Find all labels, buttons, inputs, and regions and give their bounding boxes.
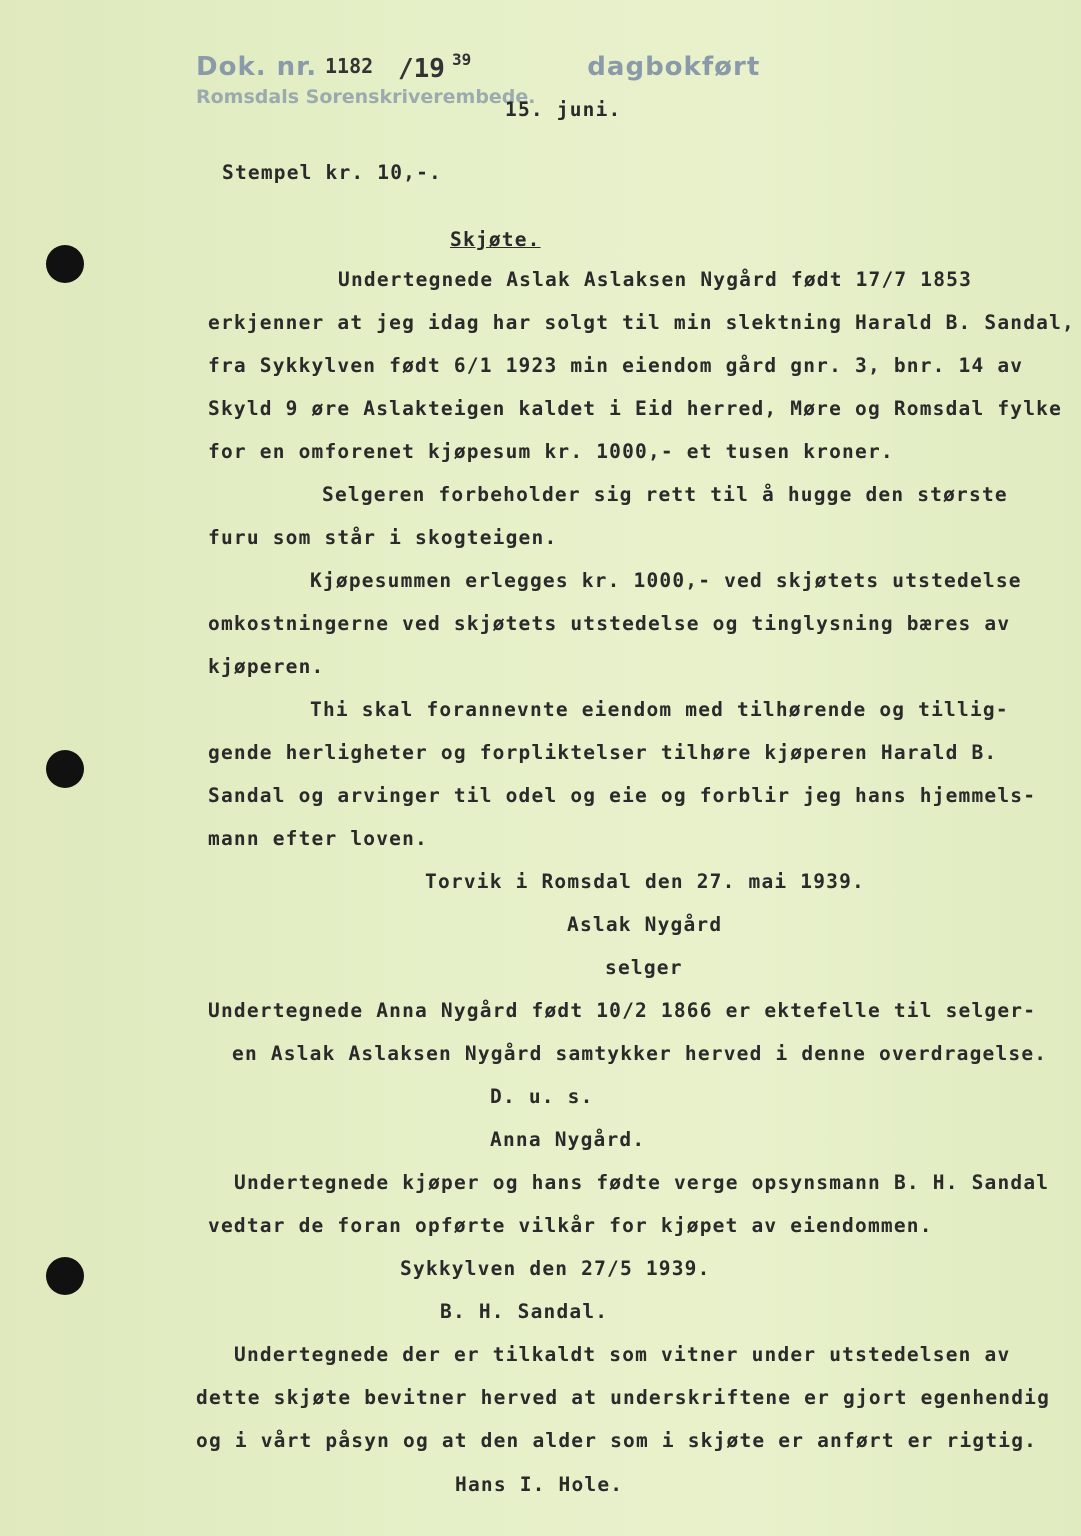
text-line: mann efter loven. xyxy=(208,827,428,850)
doc-number: 1182 xyxy=(325,54,374,78)
text-line: gende herligheter og forpliktelser tilhøre kjøperen Harald B. xyxy=(208,741,998,764)
signature-witness: Hans I. Hole. xyxy=(455,1473,624,1496)
signature-spouse: Anna Nygård. xyxy=(490,1128,646,1151)
text-line: furu som står i skogteigen. xyxy=(208,526,558,549)
year-slash: /19 xyxy=(398,54,445,84)
text-line: dette skjøte bevitner herved at underskriftene er gjort egenhendig xyxy=(196,1386,1051,1409)
text-line: og i vårt påsyn og at den alder som i skjøte er anført er rigtig. xyxy=(196,1429,1038,1452)
punch-hole-top xyxy=(46,245,84,283)
place-date: Torvik i Romsdal den 27. mai 1939. xyxy=(425,870,865,893)
text-line: erkjenner at jeg idag har solgt til min slektning Harald B. Sandal, xyxy=(208,311,1075,334)
text-line: Undertegnede kjøper og hans fødte verge opsynsmann B. H. Sandal xyxy=(234,1171,1050,1194)
stamp-suffix: dagbokført xyxy=(587,52,761,82)
text-line: en Aslak Aslaksen Nygård samtykker herved i denne overdragelse. xyxy=(232,1042,1048,1065)
text-line: fra Sykkylven født 6/1 1923 min eiendom gård gnr. 3, bnr. 14 av xyxy=(208,354,1024,377)
text-line: Undertegnede Aslak Aslaksen Nygård født 17/7 1853 xyxy=(338,268,973,291)
registry-stamp xyxy=(196,52,760,108)
text-line: Sandal og arvinger til odel og eie og forblir jeg hans hjemmels- xyxy=(208,784,1037,807)
signature-guardian: B. H. Sandal. xyxy=(440,1300,609,1323)
text-line: Kjøpesummen erlegges kr. 1000,- ved skjøtets utstedelse xyxy=(310,569,1022,592)
year-suffix: 39 xyxy=(452,50,472,69)
text-line: Skyld 9 øre Aslakteigen kaldet i Eid herred, Møre og Romsdal fylke xyxy=(208,397,1063,420)
place-date-buyer: Sykkylven den 27/5 1939. xyxy=(400,1257,711,1280)
stamp-duty: Stempel kr. 10,-. xyxy=(222,161,442,184)
punch-hole-middle xyxy=(46,750,84,788)
text-line: Thi skal forannevnte eiendom med tilhørende og tillig- xyxy=(310,698,1009,721)
text-line: Undertegnede der er tilkaldt som vitner under utstedelsen av xyxy=(234,1343,1011,1366)
document-title: Skjøte. xyxy=(450,228,541,251)
text-line: kjøperen. xyxy=(208,655,325,678)
text-line: Selgeren forbeholder sig rett til å hugge den største xyxy=(322,483,1008,506)
text-line: Undertegnede Anna Nygård født 10/2 1866 er ektefelle til selger- xyxy=(208,999,1037,1022)
signature-role: selger xyxy=(605,956,683,979)
text-line: D. u. s. xyxy=(490,1085,594,1108)
date-header: 15. juni. xyxy=(505,98,622,121)
signature-seller: Aslak Nygård xyxy=(567,913,723,936)
text-line: vedtar de foran opførte vilkår for kjøpet av eiendommen. xyxy=(208,1214,933,1237)
punch-hole-bottom xyxy=(46,1257,84,1295)
stamp-prefix: Dok. nr. xyxy=(196,52,318,82)
stamp-office: Romsdals Sorenskriverembede. xyxy=(196,86,536,108)
text-line: for en omforenet kjøpesum kr. 1000,- et tusen kroner. xyxy=(208,440,894,463)
text-line: omkostningerne ved skjøtets utstedelse og tinglysning bæres av xyxy=(208,612,1011,635)
